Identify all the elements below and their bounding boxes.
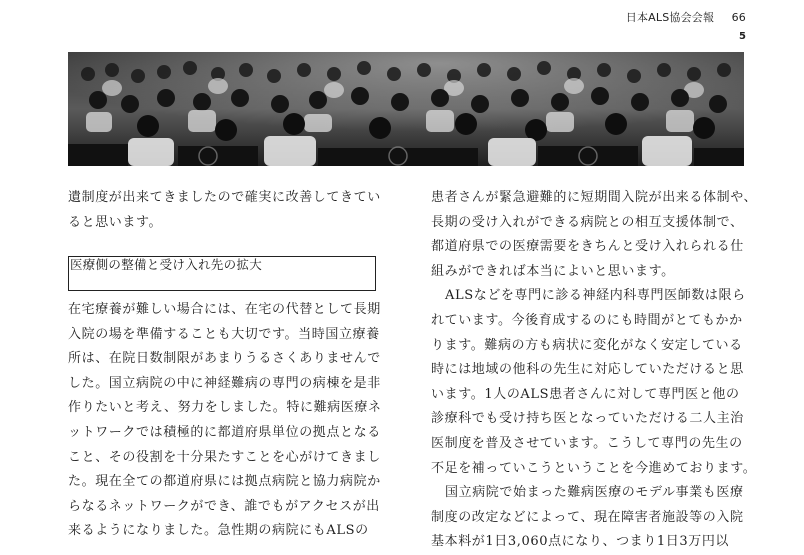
left-column-body [68,298,386,544]
left-column-top [68,186,386,235]
text-line: ットワークでは積極的に都道府県単位の拠点となる [68,424,381,440]
text-line: います。1人のALS患者さんに対して専門医と他の [431,386,740,402]
text-line: た。現在全ての都道府県には拠点病院と協力病院か [68,474,381,490]
right-column [431,186,758,555]
text-line: 所は、在院日数制限があまりうるさくありませんで [68,351,381,367]
text-line: 組みができれば本当によいと思います。 [431,263,675,279]
text-line: 在宅療養が難しい場合には、在宅の代替として長期 [68,302,381,317]
section-subheading [68,256,376,291]
text-line: れています。今後育成するのにも時間がとてもかか [431,312,743,328]
text-line: 時には地域の他科の先生に対応していただけると思 [431,362,744,378]
text-line: らなるネットワークができ、誰でもがアクセスが出 [68,498,380,514]
text-line: 診療科でも受け持ち医となっていただける二人主治 [431,411,744,427]
text-line: 入院の場を準備することも大切です。当時国立療養 [68,326,380,342]
text-line: 長期の受け入れができる病院との相互支援体制で、 [431,214,744,230]
issue-number: 66 [731,11,746,24]
text-line: ると思います。 [68,214,163,230]
text-line: 来るようになりました。急性期の病院にもALSの [68,523,369,539]
text-line: 基本料が1日3,060点になり、つまり1日3万円以 [431,534,730,550]
journal-title: 日本ALS協会会報 [625,11,715,24]
text-line: 患者さんが緊急避難的に短期間入院が出来る体制や、 [431,190,758,205]
text-line: 医制度を普及させています。こうして専門の先生の [431,435,743,451]
text-line: ります。難病の方も病状に変化がなく安定している [431,337,743,353]
text-line: 国立病院で始まった難病医療のモデル事業も医療 [445,485,744,501]
text-line: した。国立病院の中に神経難病の専門の病棟を是非 [68,375,381,391]
text-line: 制度の改定などによって、現在障害者施設等の入院 [431,509,744,525]
text-line: 遺制度が出来てきましたので確実に改善してきてい [68,190,381,205]
page-number: 5 [739,31,746,42]
text-line: 都道府県での医療需要をきちんと受け入れられる仕 [431,239,744,255]
text-line: こと、その役割を十分果たすことを心がけてきまし [68,449,381,465]
subheading-text: 医療側の整備と受け入れ先の拡大 [70,257,263,272]
text-line: ALSなどを専門に診る神経内科専門医師数は限ら [445,288,746,304]
text-line: 作りたいと考え、努力をしました。特に難病医療ネ [68,400,382,416]
journal-header [626,12,746,23]
audience-photo [68,52,744,166]
audience-photo-illustration [68,52,744,166]
text-line: 不足を補っていこうということを今進めております。 [431,460,757,476]
